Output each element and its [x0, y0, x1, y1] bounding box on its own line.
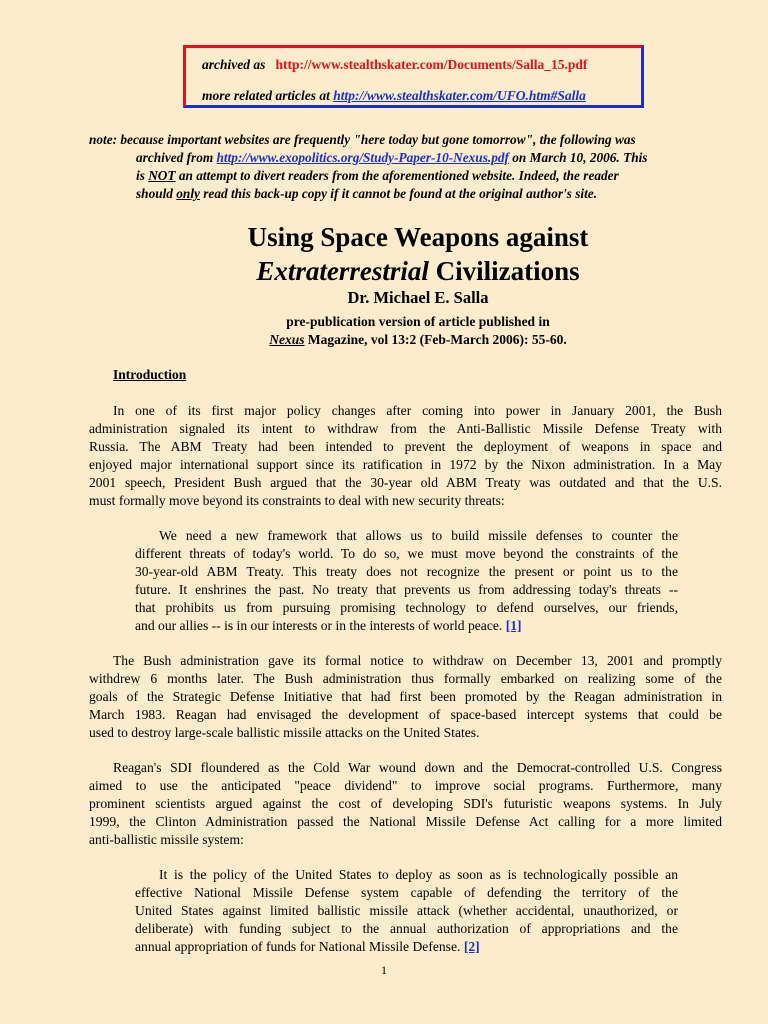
related-articles-link[interactable]: http://www.stealthskater.com/UFO.htm#Salla — [333, 88, 586, 103]
archive-line-1 — [202, 57, 587, 73]
quote-line: 30-year-old ABM Treaty. This treaty does not recognize the present or point us to the — [135, 564, 678, 579]
author-name: Dr. Michael E. Salla — [347, 288, 489, 307]
footnote-link-2[interactable]: [2] — [463, 939, 480, 954]
paragraph-line: used to destroy large-scale ballistic missile attacks on the United States. — [89, 725, 480, 740]
prepub-line-1: pre-publication version of article published in — [286, 314, 550, 329]
title-line-2: Extraterrestrial Civilizations — [256, 256, 580, 286]
quote-2 — [135, 866, 678, 956]
note-line: is NOT an attempt to divert readers from the aforementioned website. Indeed, the reader — [136, 168, 619, 183]
quote-line: effective National Missile Defense system capable of defending the territory of the — [135, 885, 678, 900]
article-title — [0, 220, 768, 288]
quote-line: different threats of today's world. To do so, we must move beyond the constraints of the — [135, 546, 678, 561]
note-emphasis-only: only — [176, 186, 200, 201]
paragraph-line: 2001 speech, President Bush argued that the 30-year old ABM Treaty was outdated and that the U.S. — [89, 475, 722, 490]
magazine-name: Nexus — [269, 332, 305, 347]
quote-line: future. It enshrines the past. No treaty that prevents us from addressing today's threats -- — [135, 582, 678, 597]
paragraph-line: administration signaled its intent to withdraw from the Anti-Ballistic Missile Defense Treaty with — [89, 421, 722, 436]
paragraph-line: Russia. The ABM Treaty had been intended to prevent the deployment of weapons in space and — [89, 439, 722, 454]
archive-label: archived as — [202, 57, 266, 72]
quote-line: that prohibits us from pursuing promising technology to defend ourselves, our friends, — [135, 600, 678, 615]
paragraph-line: Reagan's SDI floundered as the Cold War wound down and the Democrat-controlled U.S. Congress — [113, 760, 722, 775]
quote-line: annual appropriation of funds for National Missile Defense. [2] — [135, 939, 480, 954]
paragraph-line: March 1983. Reagan had envisaged the development of space-based intercept systems that could be — [89, 707, 722, 722]
quote-line: We need a new framework that allows us to build missile defenses to counter the — [159, 528, 678, 543]
quote-line: deliberate) with funding subject to the annual authorization of appropriations and the — [135, 921, 678, 936]
paragraph-line: The Bush administration gave its formal notice to withdraw on December 13, 2001 and promptly — [113, 653, 722, 668]
paragraph-line: withdrew 6 months later. The Bush administration thus formally embarked on realizing some of the — [89, 671, 722, 686]
quote-line: and our allies -- is in our interests or in the interests of world peace. [1] — [135, 618, 522, 633]
paragraph-line: aimed to use the anticipated "peace dividend" to improve social programs. Furthermore, many — [89, 778, 722, 793]
archive-note — [89, 131, 725, 203]
note-line: should only read this back-up copy if it cannot be found at the original author's site. — [136, 186, 598, 201]
prepub-line-2: Nexus Magazine, vol 13:2 (Feb-March 2006): 55-60. — [269, 332, 567, 347]
paragraph-line: must formally move beyond its constraints to deal with new security threats: — [89, 493, 505, 508]
quote-line: It is the policy of the United States to deploy as soon as is technologically possible an — [159, 867, 678, 882]
archive-box — [183, 45, 644, 108]
archive-line-2 — [202, 88, 586, 104]
note-line: note: because important websites are frequently "here today but gone tomorrow", the following was — [89, 132, 636, 147]
note-line: archived from http://www.exopolitics.org/Study-Paper-10-Nexus.pdf on March 10, 2006. This — [136, 150, 648, 165]
paragraph-1 — [89, 402, 722, 510]
quote-1 — [135, 527, 678, 635]
note-emphasis-not: NOT — [148, 168, 176, 183]
publication-info — [0, 313, 768, 349]
paragraph-line: enjoyed major international support since its ratification in 1972 by the Nixon administration. In a May — [89, 457, 722, 472]
paragraph-line: 1999, the Clinton Administration passed the National Missile Defense Act calling for a more limited — [89, 814, 722, 829]
source-link[interactable]: http://www.exopolitics.org/Study-Paper-10-Nexus.pdf — [216, 150, 509, 165]
paragraph-2 — [89, 652, 722, 742]
paragraph-line: In one of its first major policy changes after coming into power in January 2001, the Bush — [113, 403, 722, 418]
paragraph-line: prominent scientists argued against the cost of developing SDI's futuristic weapons systems. In July — [89, 796, 722, 811]
section-heading-introduction: Introduction — [113, 367, 187, 382]
paragraph-line: goals of the Strategic Defense Initiative that had first been promoted by the Reagan administration in — [89, 689, 722, 704]
archive-url[interactable]: http://www.stealthskater.com/Documents/Salla_15.pdf — [275, 57, 588, 72]
paragraph-line: anti-ballistic missile system: — [89, 832, 244, 847]
related-label: more related articles at — [202, 88, 330, 103]
title-line-1: Using Space Weapons against — [247, 222, 589, 252]
paragraph-3 — [89, 759, 722, 849]
footnote-link-1[interactable]: [1] — [505, 618, 522, 633]
page-number: 1 — [381, 963, 387, 977]
quote-line: United States against limited ballistic missile attack (whether accidental, unauthorized, or — [135, 903, 678, 918]
